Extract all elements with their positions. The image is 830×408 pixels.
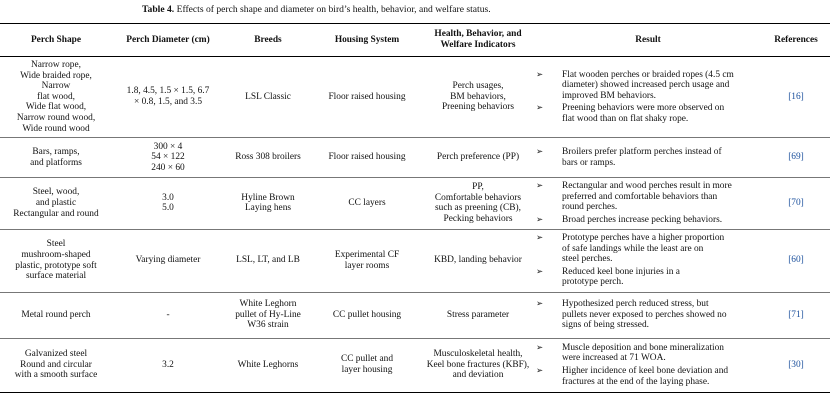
result-text-line: Hypothesized perch reduced stress, but bbox=[562, 299, 709, 310]
result-text-line: flat wood than on flat shaky rope. bbox=[562, 113, 689, 124]
cell-perch-diameter bbox=[112, 178, 224, 229]
cell-housing-system-line: CC pullet and bbox=[340, 354, 394, 365]
result-bullet-item bbox=[534, 215, 759, 226]
bullet-arrow-icon: ➢ bbox=[536, 103, 544, 113]
result-bullet-item bbox=[534, 267, 759, 288]
cell-perch-shape-line: Steel, wood, bbox=[32, 187, 80, 198]
bullet-arrow-icon: ➢ bbox=[536, 233, 544, 243]
cell-perch-shape bbox=[0, 178, 112, 229]
header-breeds: Breeds bbox=[224, 24, 312, 57]
result-text-line: improved BM behaviors. bbox=[562, 90, 656, 101]
cell-perch-shape bbox=[0, 229, 112, 292]
cell-indicators-line: Musculoskeletal health, bbox=[433, 349, 523, 360]
result-text-line: fractures at the end of the laying phase. bbox=[562, 376, 710, 387]
result-text bbox=[562, 233, 759, 265]
cell-housing-system bbox=[312, 57, 422, 138]
cell-perch-shape-line: Narrow round wood, bbox=[16, 112, 96, 123]
bullet-arrow-icon: ➢ bbox=[536, 366, 544, 376]
header-indicators-line: Welfare Indicators bbox=[440, 40, 516, 50]
cell-indicators-line: Comfortable behaviors bbox=[434, 192, 522, 203]
cell-indicators bbox=[422, 178, 534, 229]
cell-perch-diameter bbox=[112, 138, 224, 178]
cell-perch-diameter-line: 3.0 bbox=[162, 192, 174, 203]
cell-perch-shape-line: plastic, prototype soft bbox=[15, 260, 97, 271]
reference-link[interactable]: [30] bbox=[762, 338, 830, 392]
cell-breeds-line: White Leghorns bbox=[237, 359, 299, 370]
cell-perch-shape bbox=[0, 292, 112, 338]
reference-link[interactable]: [70] bbox=[762, 178, 830, 229]
result-text bbox=[562, 366, 759, 387]
cell-breeds bbox=[224, 229, 312, 292]
header-perch-diameter: Perch Diameter (cm) bbox=[112, 24, 224, 57]
cell-perch-shape-line: surface material bbox=[25, 271, 87, 282]
cell-perch-shape-line: Rectangular and round bbox=[13, 208, 99, 219]
cell-indicators bbox=[422, 138, 534, 178]
table-caption bbox=[142, 4, 491, 16]
cell-breeds bbox=[224, 338, 312, 392]
result-text-line: Broilers prefer platform perches instead of bbox=[562, 147, 722, 158]
header-row bbox=[0, 24, 830, 57]
table-row bbox=[0, 338, 830, 392]
result-text-line: Higher incidence of keel bone deviation and bbox=[562, 366, 729, 377]
result-bullet-item bbox=[534, 181, 759, 213]
cell-indicators-line: such as preening (CB), bbox=[435, 203, 521, 214]
cell-breeds-line: pullet of Hy-Line bbox=[235, 309, 301, 320]
cell-perch-shape bbox=[0, 138, 112, 178]
cell-housing-system-line: Floor raised housing bbox=[328, 91, 406, 102]
result-text-line: Reduced keel bone injuries in a bbox=[562, 266, 680, 277]
cell-perch-shape-line: Steel bbox=[46, 239, 66, 250]
result-bullet-item bbox=[534, 299, 759, 331]
cell-breeds-line: LSL Classic bbox=[245, 91, 291, 102]
cell-indicators-line: PP, bbox=[472, 182, 484, 193]
cell-housing-system-line: Floor raised housing bbox=[328, 152, 406, 163]
cell-housing-system bbox=[312, 178, 422, 229]
result-text-line: prototype perch. bbox=[562, 277, 624, 288]
cell-perch-diameter bbox=[112, 292, 224, 338]
caption-label: Table 4. bbox=[142, 4, 175, 15]
cell-result bbox=[534, 138, 762, 178]
table-row bbox=[0, 57, 830, 138]
reference-link[interactable]: [71] bbox=[762, 292, 830, 338]
result-text-line: Prototype perches have a higher proportion bbox=[562, 233, 725, 244]
cell-perch-diameter-line: 1.8, 4.5, 1.5 × 1.5, 6.7 bbox=[126, 86, 210, 97]
cell-perch-diameter-line: × 0.8, 1.5, and 3.5 bbox=[133, 97, 203, 108]
cell-result bbox=[534, 292, 762, 338]
cell-indicators-line: KBD, landing behavior bbox=[434, 255, 522, 266]
cell-indicators-line: BM behaviors, bbox=[450, 91, 506, 102]
result-text-line: Flat wooden perches or braided ropes (4.5 cm bbox=[562, 69, 734, 80]
cell-perch-diameter-line: Varying diameter bbox=[135, 255, 201, 266]
result-text-line: preferred and comfortable behaviors than bbox=[562, 191, 718, 202]
bullet-arrow-icon: ➢ bbox=[536, 147, 544, 157]
result-bullet-item bbox=[534, 70, 759, 102]
cell-perch-diameter-line: 5.0 bbox=[162, 203, 174, 214]
cell-result bbox=[534, 178, 762, 229]
result-text-line: round perches. bbox=[562, 202, 618, 213]
result-text-line: were increased at 71 WOA. bbox=[562, 353, 666, 364]
result-text bbox=[562, 103, 759, 124]
reference-link[interactable]: [60] bbox=[762, 229, 830, 292]
result-text-line: of safe landings while the least are on bbox=[562, 243, 704, 254]
cell-housing-system-line: Experimental CF bbox=[334, 249, 400, 260]
cell-breeds bbox=[224, 57, 312, 138]
bullet-arrow-icon: ➢ bbox=[536, 342, 544, 352]
bullet-arrow-icon: ➢ bbox=[536, 299, 544, 309]
cell-perch-shape-line: Round and circular bbox=[20, 359, 92, 370]
cell-result bbox=[534, 229, 762, 292]
result-text bbox=[562, 147, 759, 168]
cell-perch-diameter-line: 300 × 4 bbox=[153, 141, 183, 152]
cell-breeds-line: Ross 308 broilers bbox=[235, 152, 301, 163]
perch-effects-table bbox=[0, 23, 830, 393]
bullet-arrow-icon: ➢ bbox=[536, 181, 544, 191]
table-row bbox=[0, 138, 830, 178]
cell-housing-system-line: layer rooms bbox=[344, 260, 390, 271]
cell-perch-diameter bbox=[112, 229, 224, 292]
table-row bbox=[0, 229, 830, 292]
cell-housing-system bbox=[312, 229, 422, 292]
result-text-line: pullets never exposed to perches showed no bbox=[562, 309, 727, 320]
bullet-arrow-icon: ➢ bbox=[536, 266, 544, 276]
cell-indicators-line: and deviation bbox=[452, 370, 504, 381]
result-text bbox=[562, 299, 759, 331]
result-text bbox=[562, 70, 759, 102]
cell-perch-shape-line: and platforms bbox=[30, 157, 82, 168]
bullet-arrow-icon: ➢ bbox=[536, 69, 544, 79]
result-bullet-item bbox=[534, 366, 759, 387]
cell-breeds-line: Laying hens bbox=[244, 203, 292, 214]
cell-housing-system bbox=[312, 338, 422, 392]
result-bullet-item bbox=[534, 233, 759, 265]
cell-perch-shape-line: Wide flat wood, bbox=[25, 102, 87, 113]
cell-indicators bbox=[422, 229, 534, 292]
cell-indicators-line: Perch preference (PP) bbox=[436, 152, 520, 163]
cell-indicators-line: Preening behaviors bbox=[441, 102, 515, 113]
result-bullet-item bbox=[534, 147, 759, 168]
cell-breeds-line: Hyline Brown bbox=[241, 192, 295, 203]
result-text-line: Muscle deposition and bone mineralization bbox=[562, 342, 724, 353]
cell-perch-shape-line: with a smooth surface bbox=[14, 370, 98, 381]
result-text-line: Broad perches increase pecking behaviors. bbox=[562, 214, 723, 225]
cell-indicators-line: Keel bone fractures (KBF), bbox=[426, 359, 530, 370]
caption-text: Effects of perch shape and diameter on bird’s health, behavior, and welfare status. bbox=[176, 4, 491, 15]
cell-perch-shape-line: Narrow rope, bbox=[31, 60, 81, 70]
cell-perch-diameter-line: 240 × 60 bbox=[151, 162, 185, 173]
cell-indicators-line: Perch usages, bbox=[452, 81, 504, 92]
result-bullet-item bbox=[534, 343, 759, 364]
header-indicators-line: Health, Behavior, and bbox=[434, 29, 522, 40]
cell-housing-system bbox=[312, 138, 422, 178]
cell-perch-shape-line: Wide round wood bbox=[22, 123, 90, 134]
cell-perch-shape bbox=[0, 338, 112, 392]
bullet-arrow-icon: ➢ bbox=[536, 214, 544, 224]
cell-perch-shape-line: Metal round perch bbox=[21, 309, 91, 320]
cell-perch-shape-line: flat wood, bbox=[36, 91, 75, 102]
result-bullet-item bbox=[534, 103, 759, 124]
cell-breeds-line: W36 strain bbox=[247, 320, 289, 331]
result-text bbox=[562, 343, 759, 364]
header-housing-system: Housing System bbox=[312, 24, 422, 57]
header-result: Result bbox=[534, 24, 762, 57]
cell-breeds bbox=[224, 138, 312, 178]
cell-indicators-line: Stress parameter bbox=[446, 309, 510, 320]
cell-result bbox=[534, 338, 762, 392]
header-references: References bbox=[762, 24, 830, 57]
cell-indicators bbox=[422, 338, 534, 392]
cell-perch-diameter bbox=[112, 57, 224, 138]
result-text-line: steel perches. bbox=[562, 254, 613, 265]
result-text bbox=[562, 267, 759, 288]
cell-housing-system-line: CC pullet housing bbox=[332, 309, 402, 320]
table-row bbox=[0, 292, 830, 338]
result-text-line: bars or ramps. bbox=[562, 157, 616, 168]
cell-indicators bbox=[422, 57, 534, 138]
result-text-line: signs of being stressed. bbox=[562, 320, 649, 331]
cell-breeds-line: LSL, LT, and LB bbox=[236, 255, 300, 266]
header-perch-shape: Perch Shape bbox=[0, 24, 112, 57]
cell-perch-shape-line: mushroom-shaped bbox=[21, 249, 91, 260]
cell-perch-shape-line: and plastic bbox=[35, 198, 77, 209]
cell-result bbox=[534, 57, 762, 138]
table-row bbox=[0, 178, 830, 229]
cell-perch-shape-line: Wide braided rope, bbox=[20, 70, 92, 81]
cell-indicators bbox=[422, 292, 534, 338]
cell-breeds bbox=[224, 178, 312, 229]
reference-link[interactable]: [69] bbox=[762, 138, 830, 178]
result-text bbox=[562, 215, 759, 226]
result-text bbox=[562, 181, 759, 213]
result-text-line: Preening behaviors were more observed on bbox=[562, 103, 725, 114]
cell-perch-shape-line: Narrow bbox=[41, 81, 71, 92]
result-text-line: Rectangular and wood perches result in more bbox=[562, 181, 732, 192]
cell-perch-diameter-line: 54 × 122 bbox=[151, 152, 185, 163]
cell-housing-system bbox=[312, 292, 422, 338]
cell-perch-shape-line: Bars, ramps, bbox=[32, 147, 80, 158]
cell-perch-diameter-line: - bbox=[166, 309, 170, 320]
cell-housing-system-line: layer housing bbox=[341, 365, 393, 376]
result-text-line: diameter) showed increased perch usage and bbox=[562, 80, 730, 91]
cell-indicators-line: Pecking behaviors bbox=[443, 213, 513, 224]
header-indicators bbox=[422, 24, 534, 57]
cell-perch-shape bbox=[0, 57, 112, 138]
cell-perch-diameter-line: 3.2 bbox=[162, 359, 174, 370]
cell-housing-system-line: CC layers bbox=[348, 198, 386, 209]
cell-breeds-line: White Leghorn bbox=[239, 299, 297, 310]
cell-perch-diameter bbox=[112, 338, 224, 392]
reference-link[interactable]: [16] bbox=[762, 57, 830, 138]
cell-breeds bbox=[224, 292, 312, 338]
cell-perch-shape-line: Galvanized steel bbox=[24, 349, 88, 360]
